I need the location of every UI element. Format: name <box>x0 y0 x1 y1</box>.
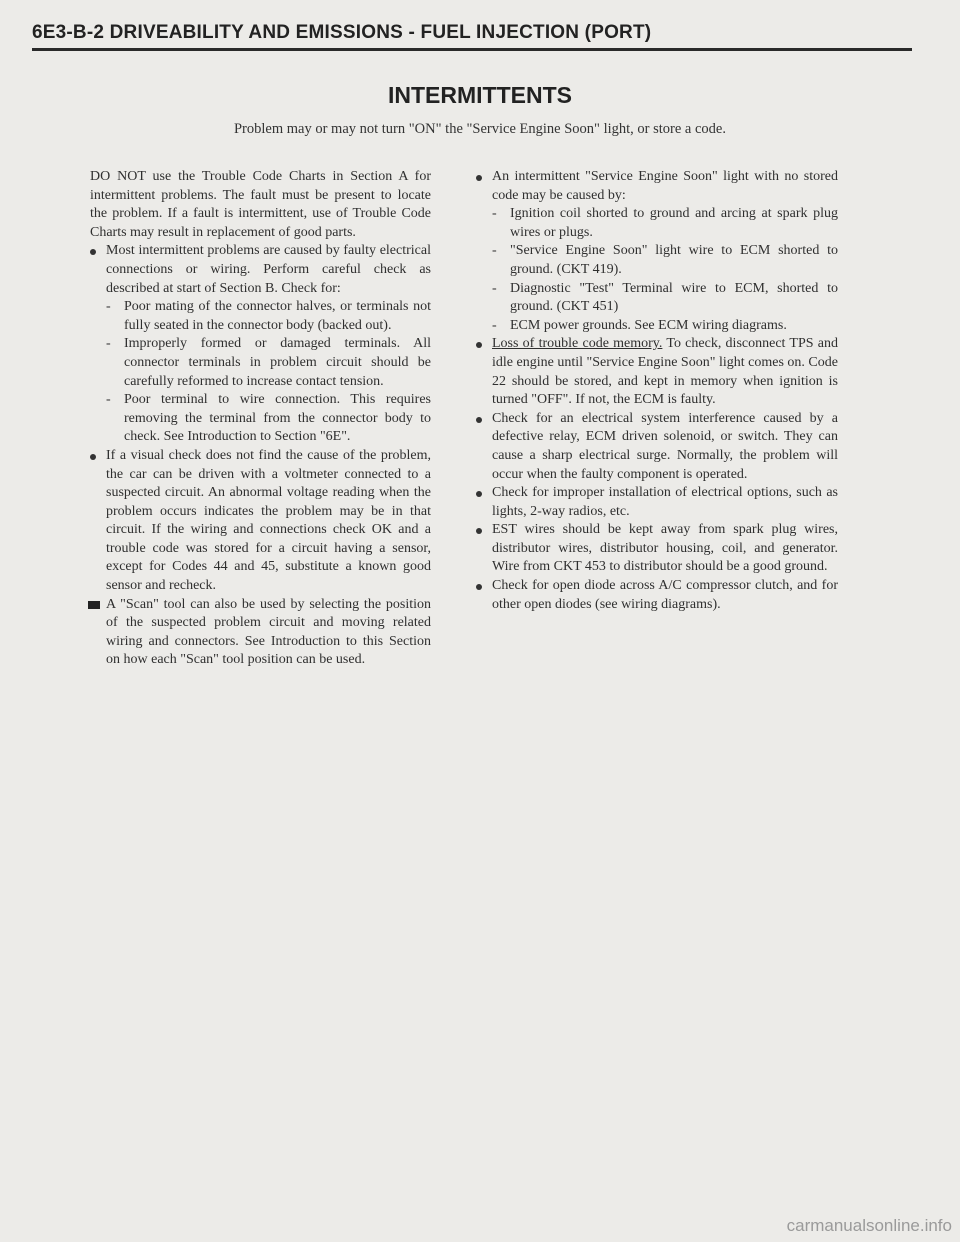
page-header: 6E3-B-2 DRIVEABILITY AND EMISSIONS - FUEL INJECTION (PORT) <box>32 22 652 43</box>
sub-item <box>106 391 431 447</box>
dash-icon: - <box>106 336 111 352</box>
sub-item <box>106 298 431 335</box>
dash-icon: - <box>106 392 111 408</box>
bullet-item <box>476 484 838 521</box>
bullet-text: A "Scan" tool can also be used by selecting the position of the suspected problem circuit and moving related wiring and connectors. See Introduction to this Section on how each "Scan" tool position can be used. <box>106 596 431 668</box>
left-column <box>90 168 431 670</box>
sub-item-text: Diagnostic "Test" Terminal wire to ECM, shorted to ground. (CKT 451) <box>510 280 838 315</box>
bullet-dot-icon <box>476 417 482 423</box>
sub-item-text: ECM power grounds. See ECM wiring diagrams. <box>510 317 787 333</box>
bullet-dot-icon <box>476 584 482 590</box>
bullet-dot-icon <box>476 175 482 181</box>
dash-icon: - <box>492 206 497 222</box>
section-title: INTERMITTENTS <box>388 82 572 108</box>
bullet-text: Check for open diode across A/C compressor clutch, and for other open diodes (see wiring diagrams). <box>492 578 838 612</box>
scan-tool-square-icon <box>88 601 100 609</box>
bullet-item <box>90 242 431 298</box>
bullet-item <box>476 577 838 614</box>
sub-item <box>492 242 838 279</box>
sub-item-text: Ignition coil shorted to ground and arcing at spark plug wires or plugs. <box>510 206 838 240</box>
bullet-dot-icon <box>90 454 96 460</box>
sub-item-text: "Service Engine Soon" light wire to ECM shorted to ground. (CKT 419). <box>510 243 838 277</box>
bullet-text: EST wires should be kept away from spark plug wires, distributor wires, distributor housing, coil, and generator. Wire from CKT 453 to distributor should be a good ground. <box>492 522 838 575</box>
bullet-item <box>476 410 838 484</box>
dash-icon: - <box>492 317 497 333</box>
bullet-dot-icon <box>476 342 482 348</box>
sub-item <box>492 205 838 242</box>
bullet-lead-underlined: Loss of trouble code memory. <box>492 336 663 352</box>
bullet-item <box>476 168 838 205</box>
sub-item-text: Poor mating of the connector halves, or terminals not fully seated in the connector body (backed out). <box>124 299 431 333</box>
bullet-dot-icon <box>476 528 482 534</box>
sub-item-text: Improperly formed or damaged terminals. All connector terminals in problem circuit should be carefully reformed to increase contact tension. <box>124 336 431 389</box>
bullet-dot-icon <box>90 249 96 255</box>
sub-item <box>492 317 838 336</box>
section-subtitle: Problem may or may not turn "ON" the "Service Engine Soon" light, or store a code. <box>233 121 726 137</box>
bullet-text: Check for improper installation of electrical options, such as lights, 2-way radios, etc. <box>492 485 838 519</box>
bullet-text: To check, disconnect TPS and idle engine until "Service Engine Soon" light comes on. Code 22 should be stored, and kept in memory when ignition is turned "OFF". If not, the ECM is faulty. <box>492 336 838 408</box>
sub-item <box>106 335 431 391</box>
dash-icon: - <box>492 280 497 296</box>
bullet-item <box>90 596 431 670</box>
bullet-dot-icon <box>476 491 482 497</box>
sub-item <box>492 280 838 317</box>
header-rule <box>32 48 912 51</box>
bullet-text: Most intermittent problems are caused by faulty electrical connections or wiring. Perform careful check as described at start of Section B. Check for: <box>106 243 431 296</box>
bullet-text: If a visual check does not find the cause of the problem, the car can be driven with a voltmeter connected to a suspected circuit. An abnormal voltage reading when the problem occurs indicates the problem may be in that circuit. If the wiring and connections check OK and a trouble code was stored for a circuit having a sensor, except for Codes 44 and 45, substitute a known good sensor and recheck. <box>106 447 431 594</box>
bullet-item <box>90 447 431 596</box>
bullet-item <box>476 335 838 409</box>
bullet-text: Check for an electrical system interference caused by a defective relay, ECM driven solenoid, or switch. They can cause a sharp electrical surge. Normally, the problem will occur when the faulty component is operated. <box>492 410 838 482</box>
right-column <box>476 168 838 614</box>
site-watermark: carmanualsonline.info <box>786 1216 952 1235</box>
intro-paragraph: DO NOT use the Trouble Code Charts in Section A for intermittent problems. The fault must be present to locate the problem. If a fault is intermittent, use of Trouble Code Charts may result in replacement of good parts. <box>90 169 431 240</box>
dash-icon: - <box>106 299 111 315</box>
dash-icon: - <box>492 243 497 259</box>
sub-item-text: Poor terminal to wire connection. This requires removing the terminal from the connector body to check. See Introduction to Section "6E". <box>124 392 431 445</box>
bullet-item <box>476 521 838 577</box>
bullet-text: An intermittent "Service Engine Soon" light with no stored code may be caused by: <box>492 169 838 203</box>
